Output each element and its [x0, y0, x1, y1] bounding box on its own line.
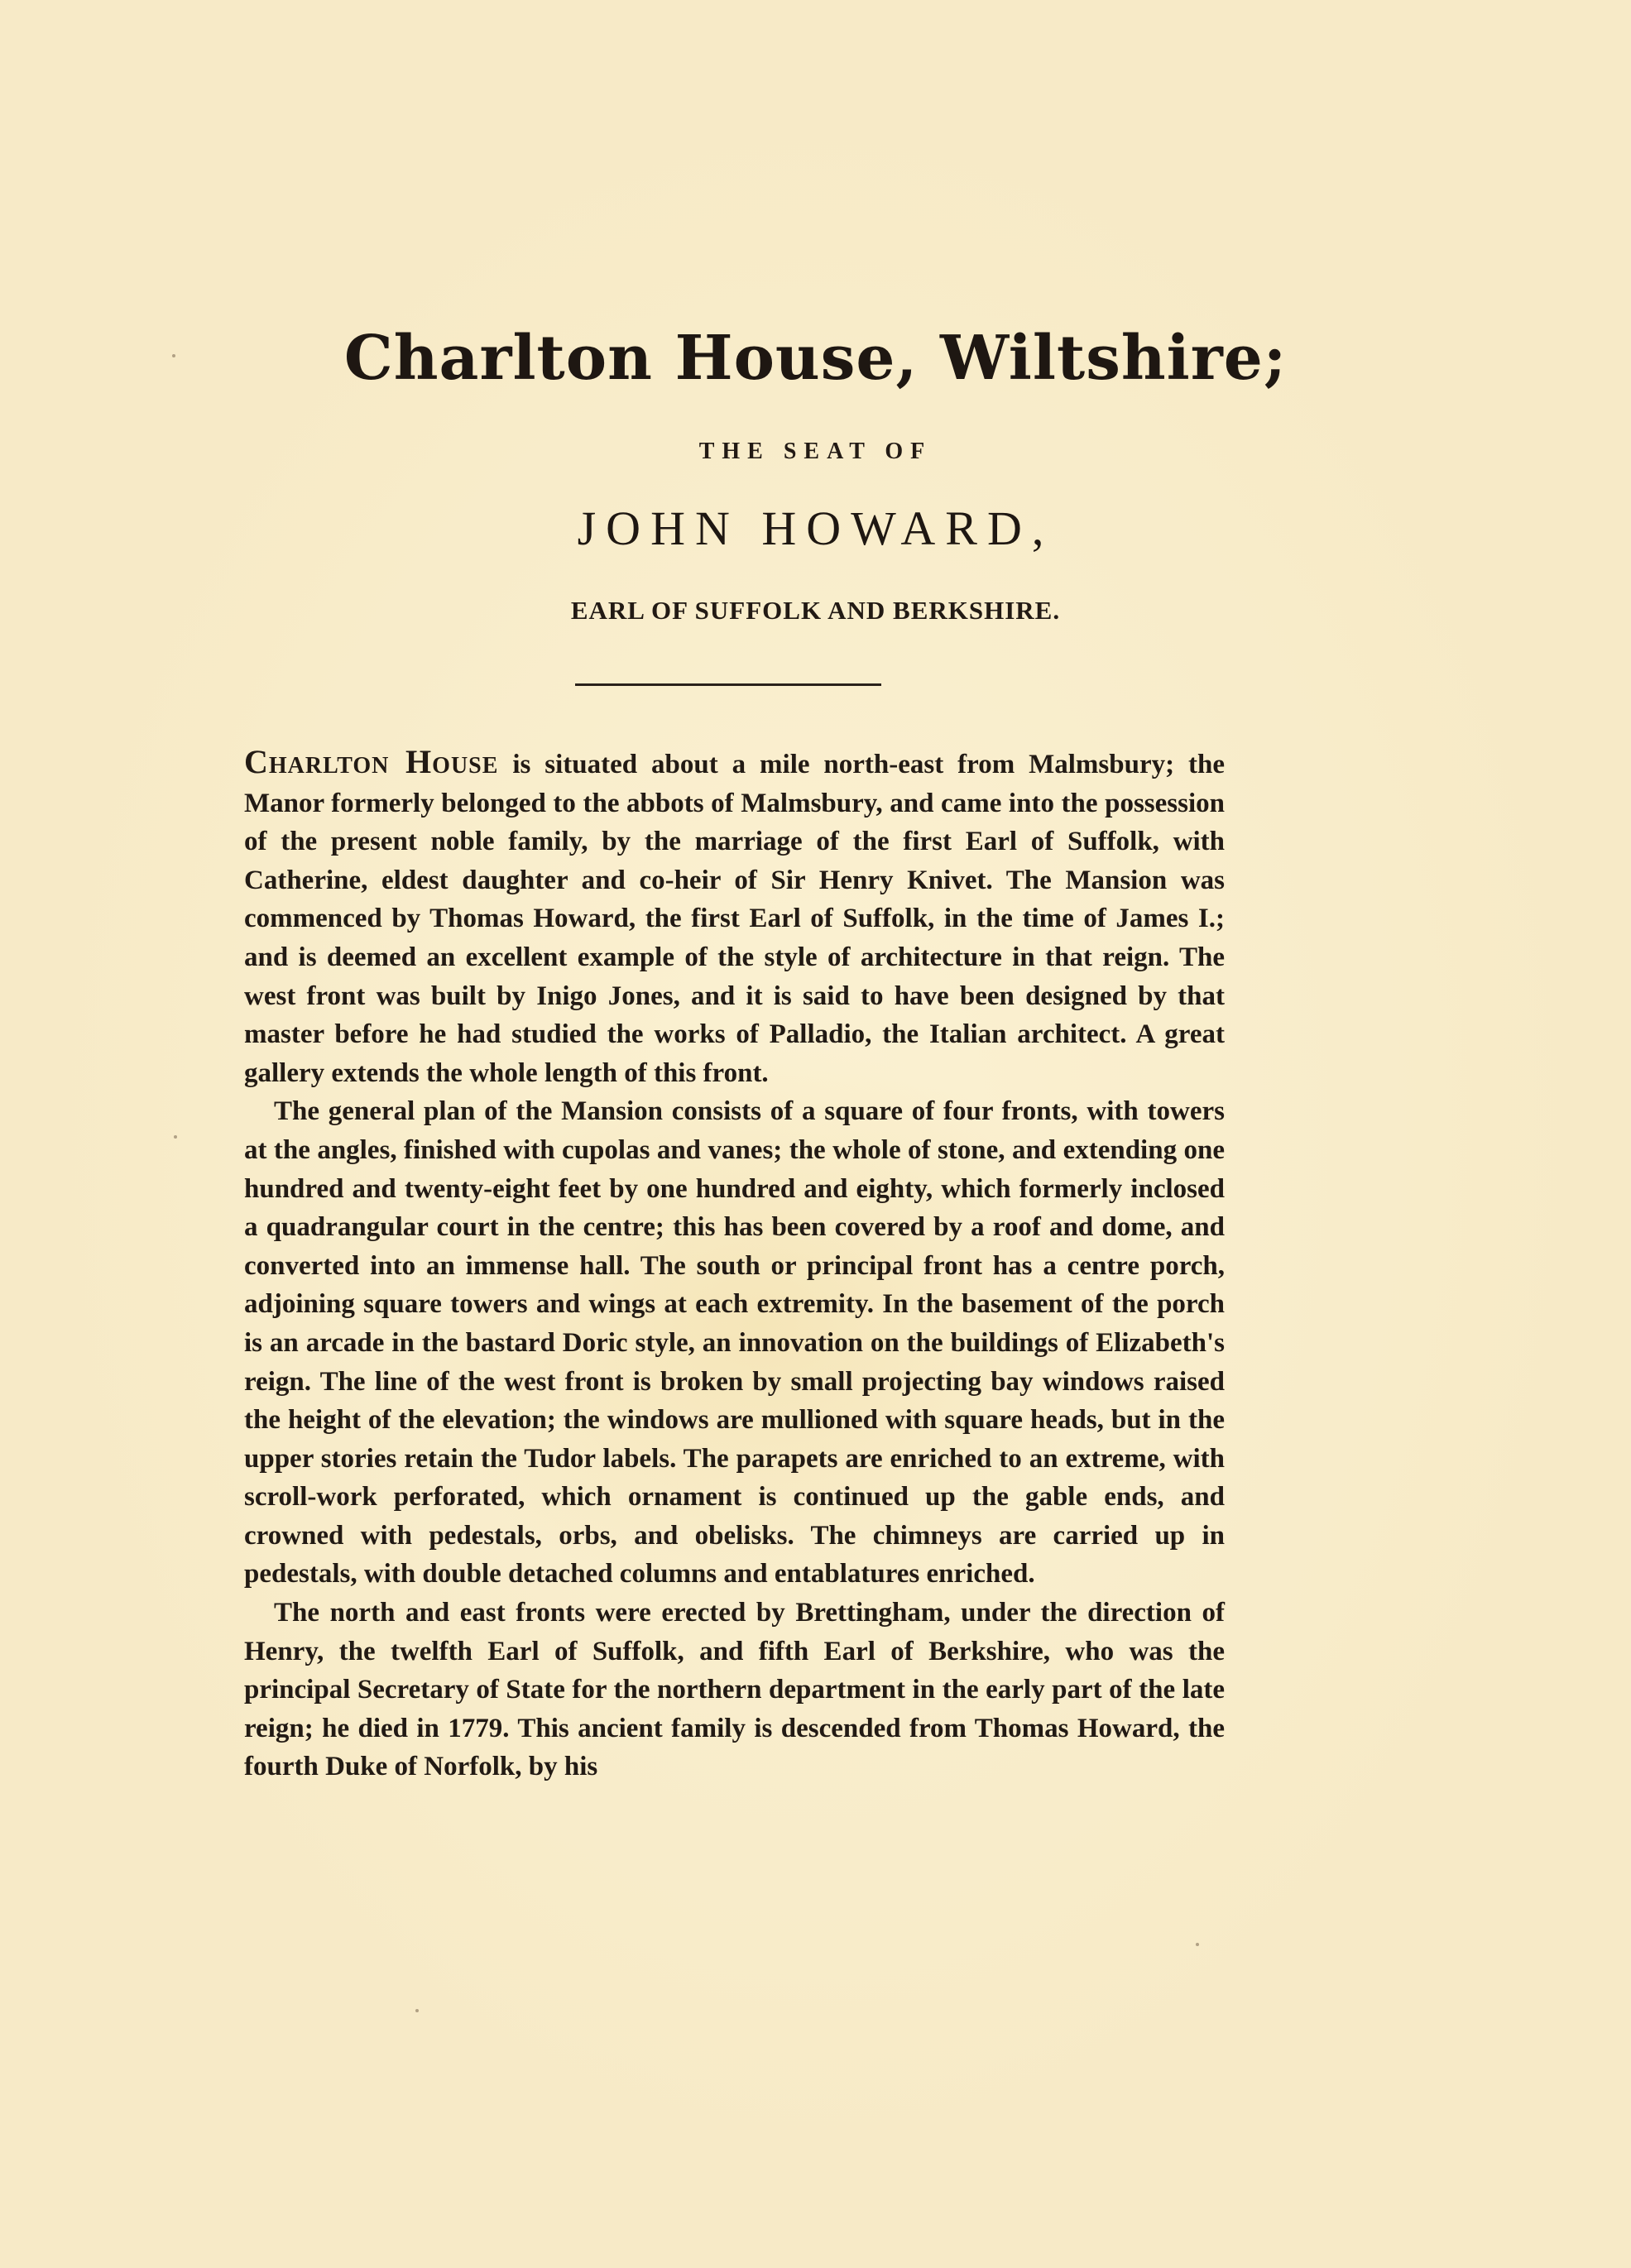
paragraph-3: The north and east fronts were erected by Brettingham, under the direction of Henry, the twelfth Earl of Suffolk, and fifth Earl of Berkshire, who was the principal Secretary of State for the northern department in the early part of the late reign; he died in 1779. This ancient family is descended from Thomas Howard, the fourth Duke of Norfolk, by his	[244, 1598, 1225, 1782]
paper-speck	[172, 354, 175, 357]
paper-speck	[174, 1135, 177, 1139]
seat-of-label: THE SEAT OF	[698, 439, 933, 464]
paragraph-1	[244, 743, 1225, 1092]
owner-titles: EARL OF SUFFOLK AND BERKSHIRE.	[570, 596, 1061, 625]
body-text	[244, 743, 1225, 1786]
owner-name: JOHN HOWARD,	[577, 501, 1054, 555]
page-title: Charlton House, Wiltshire;	[343, 323, 1288, 394]
lead-in: Charlton House	[244, 743, 499, 780]
divider-rule	[575, 683, 881, 686]
paper-speck	[1196, 1943, 1199, 1946]
paragraph-1-text: is situated about a mile north-east from Malmsbury; the Manor formerly belonged to the abbots of Malmsbury, and came into the possession of the present noble family, by the marriage of the first Earl of Suffolk, with Catherine, eldest daughter and co-heir of Sir Henry Knivet. The Mansion was commenced by Thomas Howard, the first Earl of Suffolk, in the time of James I.; and is deemed an excellent example of the style of architecture in that reign. The west front was built by Inigo Jones, and it is said to have been designed by that master before he had studied the works of Palladio, the Italian architect. A great gallery extends the whole length of this front.	[244, 750, 1226, 1088]
paragraph-2: The general plan of the Mansion consists of a square of four fronts, with towers at the angles, finished with cupolas and vanes; the whole of stone, and extending one hundred and twenty-eight feet by one hundred and eighty, which formerly inclosed a quadrangular court in the centre; this has been covered by a roof and dome, and converted into an immense hall. The south or principal front has a centre porch, adjoining square towers and wings at each extremity. In the basement of the porch is an arcade in the bastard Doric style, an innovation on the buildings of Elizabeth's reign. The line of the west front is broken by small projecting bay windows raised the height of the elevation; the windows are mullioned with square heads, but in the upper stories retain the Tudor labels. The parapets are enriched to an extreme, with scroll-work perforated, which ornament is continued up the gable ends, and crowned with pedestals, orbs, and obelisks. The chimneys are carried up in pedestals, with double detached columns and entablatures enriched.	[244, 1096, 1225, 1590]
paper-speck	[415, 2009, 419, 2012]
